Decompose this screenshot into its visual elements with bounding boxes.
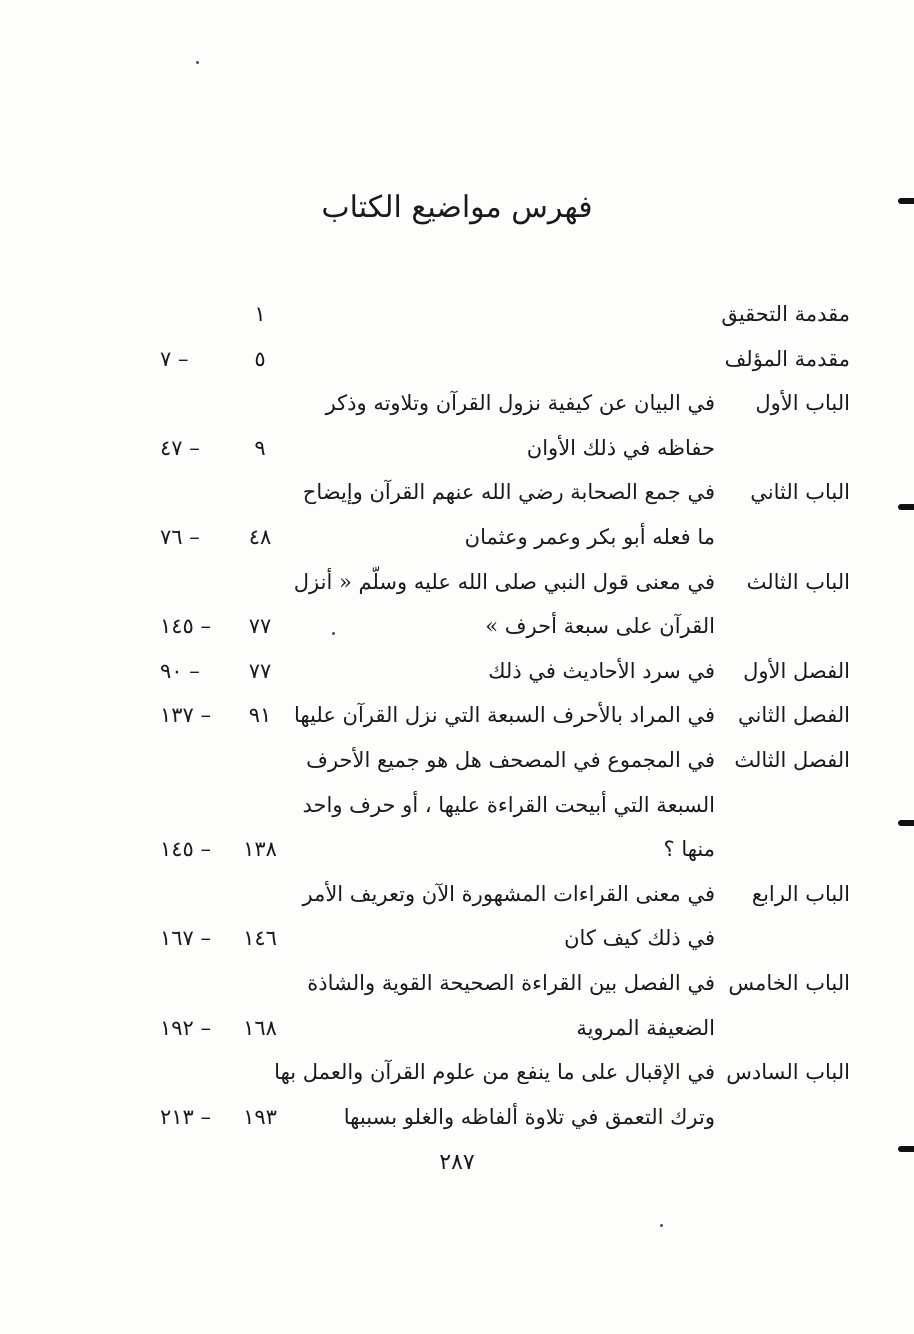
page-end: – ١٣٧ (160, 703, 212, 728)
page-end: – ٧ (160, 346, 189, 371)
entry-text: ما فعله أبو بكر وعمر وعثمان (464, 524, 715, 549)
page-start: ٩١ (248, 703, 272, 728)
binding-mark (898, 1146, 914, 1152)
toc-row (160, 1006, 850, 1051)
toc-row (160, 693, 850, 738)
page-end: – ١٤٥ (160, 837, 212, 862)
binding-mark (898, 198, 914, 204)
toc-row (160, 1095, 850, 1140)
page-start: ٤٨ (248, 524, 272, 549)
entry-text: في الإقبال على ما ينفع من علوم القرآن والعمل بها (274, 1060, 715, 1085)
entry-text: في معنى قول النبي صلى الله عليه وسلّم « أنزل (293, 569, 715, 594)
entry-label: الباب الرابع (751, 881, 850, 906)
toc-row (160, 426, 850, 471)
table-of-contents (160, 292, 850, 1139)
page-start: ١٣٨ (243, 837, 277, 862)
entry-label: الفصل الأول (743, 658, 850, 683)
scan-speck (332, 632, 335, 635)
toc-row (160, 872, 850, 917)
toc-row (160, 827, 850, 872)
toc-row (160, 515, 850, 560)
toc-row (160, 560, 850, 605)
entry-text: في المراد بالأحرف السبعة التي نزل القرآن عليها (293, 703, 715, 728)
entry-label: الفصل الثالث (734, 747, 850, 772)
entry-text: السبعة التي أبيحت القراءة عليها ، أو حرف واحد (302, 792, 715, 817)
entry-label: الباب السادس (726, 1060, 850, 1085)
entry-text: في معنى القراءات المشهورة الآن وتعريف الأمر (302, 881, 715, 906)
page-end: – ٢١٣ (160, 1104, 212, 1129)
page-start: ٧٧ (248, 614, 272, 639)
entry-label: الباب الخامس (728, 970, 850, 995)
page-start: ١٤٦ (243, 926, 277, 951)
entry-text: في الفصل بين القراءة الصحيحة القوية والشاذة (307, 970, 715, 995)
toc-row (160, 381, 850, 426)
page-end: – ١٦٧ (160, 926, 212, 951)
page-start: ١٦٨ (243, 1015, 277, 1040)
binding-mark (898, 504, 914, 510)
page-end: – ٤٧ (160, 435, 200, 460)
entry-label: الباب الأول (755, 391, 850, 416)
page-end: – ٧٦ (160, 524, 200, 549)
page-end: – ١٤٥ (160, 614, 212, 639)
entry-text: منها ؟ (663, 837, 715, 862)
page-start: ٥ (254, 346, 266, 371)
toc-row (160, 604, 850, 649)
toc-row (160, 292, 850, 337)
toc-row (160, 649, 850, 694)
toc-row (160, 738, 850, 783)
page-number: ٢٨٧ (439, 1150, 475, 1175)
page-end: – ٩٠ (160, 658, 200, 683)
entry-text: الضعيفة المروية (576, 1015, 715, 1040)
entry-text: وترك التعمق في تلاوة ألفاظه والغلو بسببها (343, 1104, 715, 1129)
toc-row (160, 783, 850, 828)
scan-speck (196, 61, 199, 64)
entry-text: في المجموع في المصحف هل هو جميع الأحرف (306, 747, 715, 772)
entry-label: الفصل الثاني (738, 703, 850, 728)
toc-row (160, 337, 850, 382)
scan-speck (660, 1224, 663, 1227)
entry-label: الباب الثاني (750, 480, 850, 505)
page-end: – ١٩٢ (160, 1015, 212, 1040)
entry-text: في ذلك كيف كان (564, 926, 715, 951)
toc-row (160, 916, 850, 961)
page-start: ٩ (254, 435, 266, 460)
entry-text: القرآن على سبعة أحرف » (485, 614, 715, 639)
entry-text: حفاظه في ذلك الأوان (526, 435, 715, 460)
entry-text: في البيان عن كيفية نزول القرآن وتلاوته وذكر (325, 391, 715, 416)
page-start: ١ (254, 302, 266, 326)
toc-row (160, 961, 850, 1006)
entry-text: في سرد الأحاديث في ذلك (488, 658, 715, 683)
page-title: فهرس مواضيع الكتاب (321, 190, 593, 225)
entry-text: في جمع الصحابة رضي الله عنهم القرآن وإيضاح (302, 480, 715, 505)
entry-text: مقدمة المؤلف (724, 346, 850, 371)
page-start: ٧٧ (248, 658, 272, 683)
entry-text: مقدمة التحقيق (721, 302, 850, 326)
page-start: ١٩٣ (243, 1104, 277, 1129)
binding-mark (898, 820, 914, 826)
entry-label: الباب الثالث (746, 569, 850, 594)
toc-row (160, 1050, 850, 1095)
toc-row (160, 470, 850, 515)
